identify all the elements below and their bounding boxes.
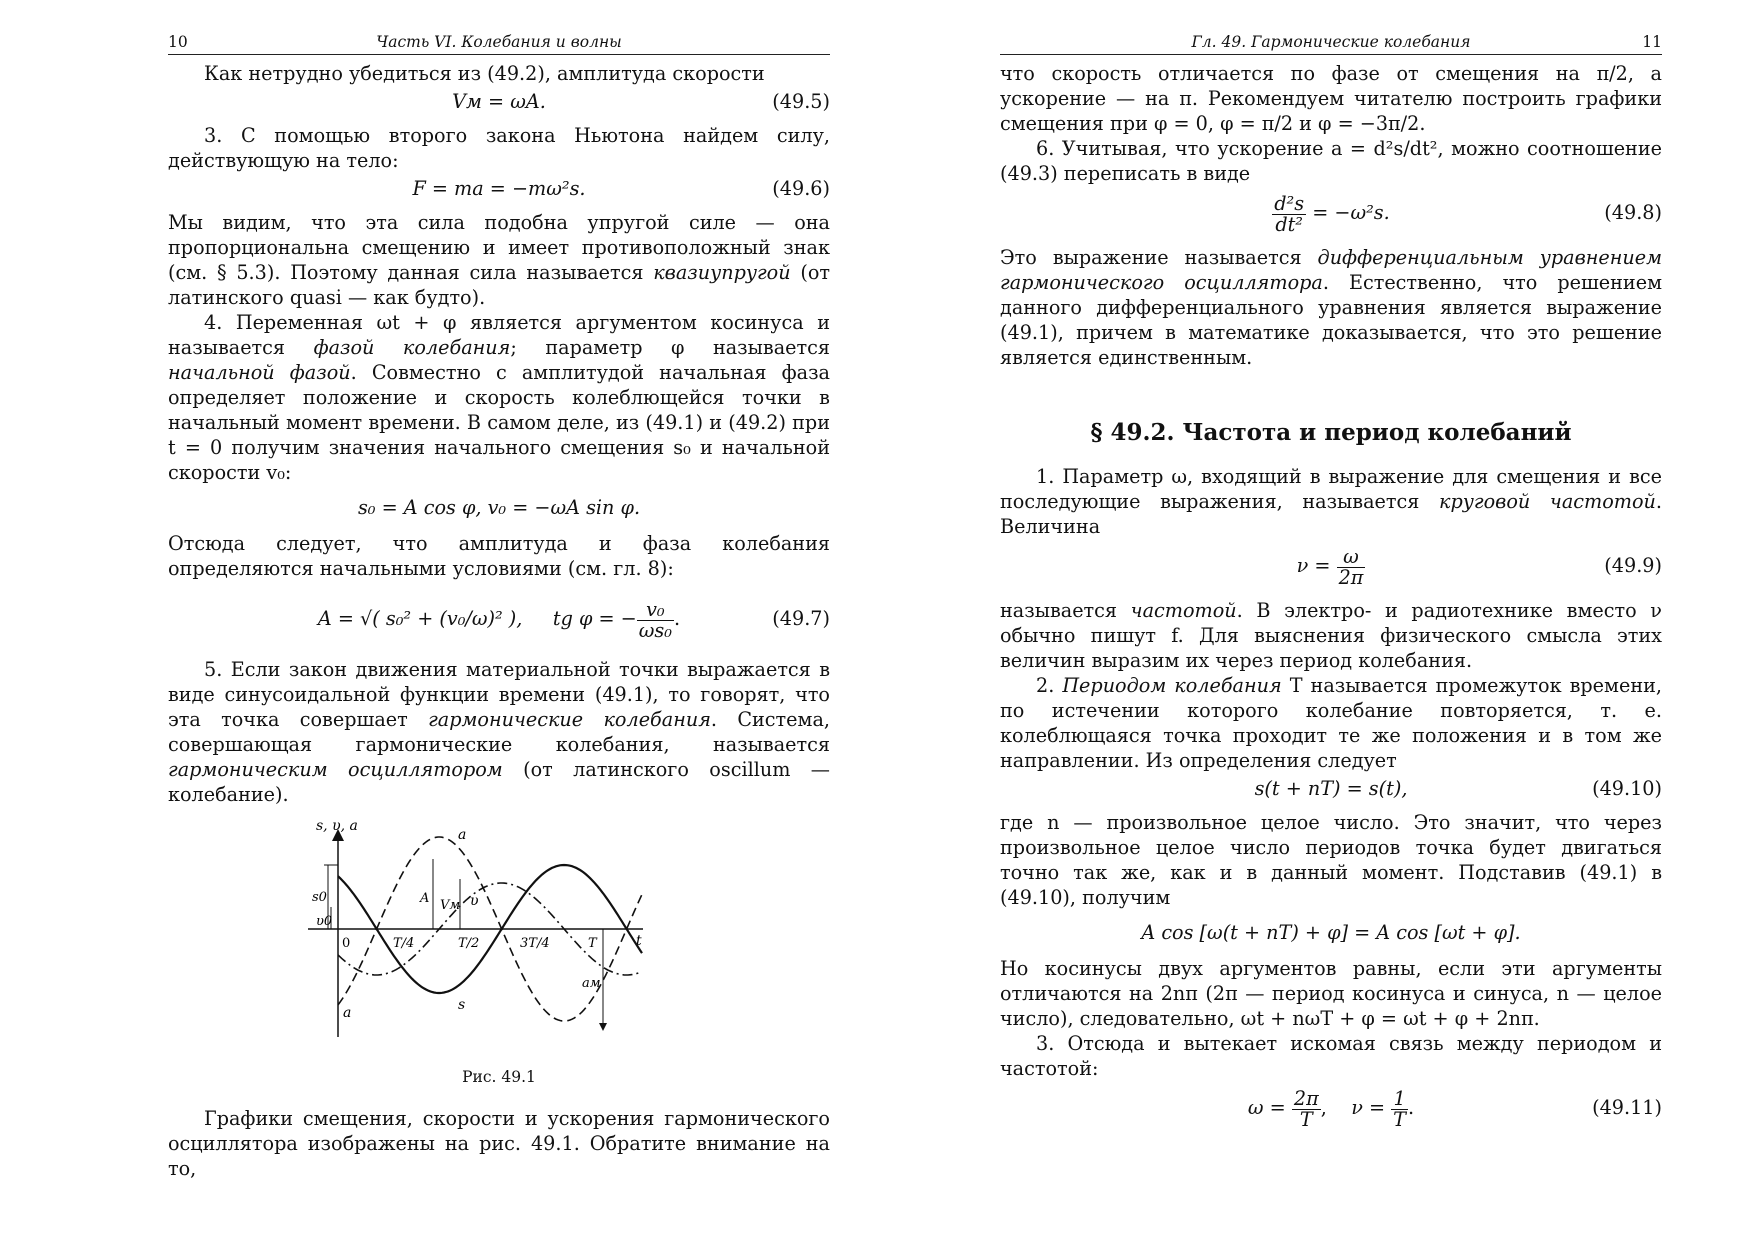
equation-49-11-tail: . — [1407, 1096, 1415, 1119]
right-paragraph-4: 1. Параметр ω, входящий в выражение для смещения и все последующие выражения, называется круговой частотой. Величина — [1000, 465, 1662, 538]
label-s: s — [458, 997, 466, 1013]
equation-49-6-expr: F = ma = −mω²s. — [412, 177, 586, 200]
right-page — [1000, 30, 1662, 1135]
figure-caption: Рис. 49.1 — [462, 1068, 536, 1086]
equation-49-7-number: (49.7) — [772, 607, 830, 630]
right-running-title: Гл. 49. Гармонические колебания — [1191, 33, 1471, 51]
right-running-head — [1000, 30, 1662, 55]
equation-initial-conditions — [168, 495, 830, 521]
right-paragraph-3: Это выражение называется дифференциальным уравнением гармонического осциллятора. Естественно, что решением данного дифференциального уравнения является выражение (49.1), причем в математике доказывается, что это решение является единственным. — [1000, 246, 1663, 369]
left-running-title: Часть VI. Колебания и волны — [376, 33, 622, 51]
left-paragraph-3: Мы видим, что эта сила подобна упругой силе — она пропорциональна смещению и имеет противоположный знак (см. § 5.3). Поэтому данная сила называется квазиупругой (от латинского quasi — как будто). — [168, 211, 830, 309]
term-frequency: частотой — [1130, 599, 1237, 622]
equation-49-11-separator: , — [1320, 1096, 1327, 1119]
equation-49-7: A = √( s₀² + (v₀/ω)² ), tg φ = − $\frac{\text{v₀}}{\text{ωs₀}}$ . (49.7) — [168, 591, 830, 647]
term-diff-equation: дифференциальным уравнением гармонического осциллятора — [1000, 246, 1662, 294]
equation-49-6 — [168, 176, 830, 202]
label-s0: s0 — [312, 890, 327, 905]
equation-49-11-number: (49.11) — [1592, 1096, 1662, 1119]
equation-49-6-number: (49.6) — [772, 177, 830, 200]
left-page — [168, 30, 830, 1181]
term-harmonic-oscillator: гармоническим осциллятором — [168, 758, 503, 781]
equation-49-8-rhs: = −ω²s. — [1312, 201, 1390, 224]
equation-49-7-lhs: A = √( s₀² + (v₀/ω)² ), — [317, 607, 523, 630]
label-A: A — [420, 891, 430, 906]
equation-49-8-number: (49.8) — [1604, 201, 1662, 224]
left-paragraph-1: Как нетрудно убедиться из (49.2), амплитуда скорости — [204, 62, 765, 85]
equation-initial-conditions-expr: s₀ = A cos φ, v₀ = −ωA sin φ. — [357, 496, 641, 519]
section-title: § 49.2. Частота и период колебаний — [1090, 419, 1572, 446]
figure-49-1 — [168, 817, 830, 1055]
equation-49-10-number: (49.10) — [1592, 777, 1662, 800]
right-paragraph-9: 3. Отсюда и вытекает искомая связь между периодом и частотой: — [1000, 1032, 1662, 1080]
equation-49-9-number: (49.9) — [1604, 554, 1662, 577]
term-circular-frequency: круговой частотой — [1439, 490, 1656, 513]
right-paragraph-1: что скорость отличается по фазе от смещения на π/2, а ускорение — на π. Рекомендуем читателю построить графики смещения при φ = 0, φ = π/2 и φ = −3π/2. — [1000, 62, 1662, 135]
equation-49-10-expr: s(t + nT) = s(t), — [1254, 777, 1408, 800]
right-paragraph-6: 2. Периодом колебания T называется промежуток времени, по истечении которого колебание повторяется, т. е. колеблющаяся точка проходит те же положения и в том же направлении. Из определения следует — [1000, 674, 1662, 772]
term-phase: фазой колебания — [313, 336, 511, 359]
label-am: aм — [582, 976, 601, 991]
left-running-head — [168, 30, 830, 55]
left-paragraph-7: Графики смещения, скорости и ускорения гармонического осциллятора изображены на рис. 49.1. Обратите внимание на то, — [168, 1107, 830, 1180]
equation-49-7-fraction: $\frac{\text{v₀}}{\text{ωs₀}}$ — [638, 597, 672, 642]
equation-49-5-number: (49.5) — [772, 90, 830, 113]
label-Vm: Vм — [440, 898, 461, 913]
right-paragraph-8: Но косинусы двух аргументов равны, если эти аргументы отличаются на 2nπ (2π — период косинуса и синуса, n — целое число), следовательно, ωt + nωT + φ = ωt + φ + 2nπ. — [1000, 957, 1662, 1030]
label-a-bottom: a — [343, 1005, 352, 1021]
equation-49-11-fraction-1: $\frac{2\pi}{T}$ — [1293, 1086, 1319, 1131]
equation-49-11-fraction-2: $\frac{1}{T}$ — [1393, 1086, 1406, 1131]
equation-49-7-rhs-pre: tg φ = − — [552, 607, 637, 630]
equation-49-11 — [1000, 1084, 1662, 1132]
term-quasielastic: квазиупругой — [653, 261, 791, 284]
equation-49-10 — [1000, 776, 1662, 802]
equation-49-11-lhs1: ω = — [1247, 1096, 1286, 1119]
equation-49-9-lhs: ν = — [1296, 554, 1331, 577]
equation-cos — [1000, 920, 1662, 946]
equation-49-9-fraction: $\frac{\omega}{2\pi}$ — [1338, 544, 1364, 589]
right-paragraph-2: 6. Учитывая, что ускорение a = d²s/dt², можно соотношение (49.3) переписать в виде — [1000, 137, 1662, 185]
equation-49-11-lhs2: ν = — [1351, 1096, 1386, 1119]
equation-cos-expr: A cos [ω(t + nT) + φ] = A cos [ωt + φ]. — [1141, 921, 1521, 944]
y-axis-label: s, υ, a — [316, 818, 358, 834]
equation-49-8 — [1000, 189, 1662, 237]
equation-49-9 — [1000, 542, 1662, 590]
left-paragraph-6: 5. Если закон движения материальной точки выражается в виде синусоидальной функции времени (49.1), то говорят, что эта точка совершает гармонические колебания. Система, совершающая гармонические колебания, называется гармоническим осциллятором (от латинского oscillum — колебание). — [168, 658, 830, 806]
equation-49-5-expr: Vм = ωA. — [452, 90, 546, 113]
tick-0: 0 — [342, 936, 351, 951]
left-paragraph-2: 3. С помощью второго закона Ньютона найдем силу, действующую на тело: — [168, 124, 830, 172]
equation-49-5 — [168, 89, 830, 115]
tick-T: T — [588, 936, 597, 951]
equation-49-8-fraction: $\frac{\text{d²s}}{\text{dt²}}$ — [1274, 191, 1305, 236]
term-initial-phase: начальной фазой — [168, 361, 351, 384]
term-harmonic-oscillations: гармонические колебания — [428, 708, 711, 731]
left-paragraph-5: Отсюда следует, что амплитуда и фаза колебания определяются начальными условиями (см. гл. 8): — [168, 532, 830, 580]
term-period: Периодом колебания — [1062, 674, 1282, 697]
right-paragraph-5: называется частотой. В электро- и радиотехнике вместо ν обычно пишут f. Для выяснения физического смысла этих величин выразим их через период колебания. — [1000, 599, 1662, 672]
x-axis-label: t — [636, 933, 642, 949]
label-v0: υ0 — [316, 914, 333, 929]
tick-3T4: 3T/4 — [520, 936, 550, 951]
tick-T2: T/2 — [458, 936, 480, 951]
right-page-number: 11 — [1642, 33, 1662, 51]
left-page-number: 10 — [168, 33, 188, 51]
label-a-top: a — [458, 827, 467, 843]
tick-T4: T/4 — [393, 936, 415, 951]
left-paragraph-4: 4. Переменная ωt + φ является аргументом косинуса и называется фазой колебания; параметр φ называется начальной фазой. Совместно с амплитудой начальная фаза определяет положение и скорость колеблющейся точки в начальный момент времени. В самом деле, из (49.1) и (49.2) при t = 0 получим значения начального смещения s₀ и начальной скорости v₀: — [168, 311, 830, 484]
right-paragraph-7: где n — произвольное целое число. Это значит, что через произвольное целое число периодов точка будет двигаться точно так же, как и в данный момент. Подставив (49.1) в (49.10), получим — [1000, 811, 1662, 909]
oscillation-graph — [298, 817, 698, 1055]
label-v: υ — [470, 893, 479, 909]
